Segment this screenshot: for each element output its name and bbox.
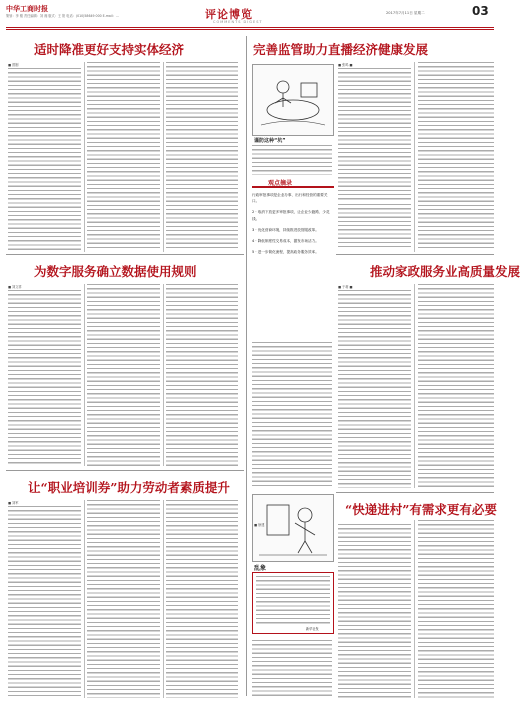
- sidebar-quotes: [252, 192, 332, 337]
- article-2-byline: ■ 张鸣 ■: [338, 63, 353, 67]
- article-4-byline: ■ 于莉 ■: [338, 285, 353, 289]
- article-2-column-2: [418, 62, 494, 250]
- article-5-headline: 让“职业培训券”助力劳动者素质提升: [28, 480, 230, 495]
- article-3-column-1: [8, 290, 81, 466]
- header-rule: [6, 27, 494, 28]
- newspaper-logo: 中华工商时报: [6, 5, 48, 13]
- article-5-column-3: [166, 500, 238, 698]
- page-number: 03: [472, 4, 489, 18]
- sidebar-quote-2: 2 · 取消下放更多审批事项，让企业少跑路、少花钱。: [252, 210, 330, 221]
- article-1-column-1: [8, 68, 81, 250]
- article-5-byline: ■ 刘军: [8, 501, 19, 505]
- cartoon-1-caption: 谨防这种“坑”: [254, 138, 286, 144]
- article-3-column-3: [166, 284, 238, 466]
- article-4-column-1: [338, 290, 411, 488]
- article-4-headline: 推动家政服务业高质量发展: [370, 264, 520, 279]
- cartoon-2-caption: 乱象: [254, 565, 267, 572]
- cartoon-1-drawing: [253, 65, 333, 135]
- article-6-column-1: [338, 524, 411, 698]
- sidebar-continued-text: [252, 342, 332, 488]
- cartoon-2: [252, 494, 334, 562]
- cartoon-2-note-box: [252, 572, 334, 634]
- article-1-headline: 适时降准更好支持实体经济: [34, 42, 185, 57]
- article-1-byline: ■ 曾刚: [8, 63, 19, 67]
- article-6-headline: “快递进村”有需求更有必要: [345, 502, 497, 517]
- sidebar-quote-1: 行政审批事项是企业办事、出行和经营的重要关口。: [252, 193, 328, 204]
- sidebar-quote-5: 5 · 进一步简化流程，提高政务服务效率。: [252, 250, 319, 255]
- article-5-column-2: [87, 500, 160, 698]
- sidebar-title: 观点摘录: [268, 180, 293, 187]
- cartoon-2-drawing: [253, 495, 333, 561]
- article-2-column-1: [338, 68, 411, 200]
- article-2-headline: 完善监管助力直播经济健康发展: [253, 42, 429, 57]
- article-3-column-2: [87, 284, 160, 466]
- article-1-column-2: [87, 62, 160, 250]
- article-3-headline: 为数字服务确立数据使用规则: [34, 264, 197, 279]
- sidebar-quote-4: 4 · 降低制度性交易成本，激发市场活力。: [252, 239, 319, 244]
- cartoon-1-text: [252, 145, 332, 175]
- article-3-byline: ■ 刘文祥: [8, 285, 22, 289]
- section-subtitle: COMMENTS DIGEST: [213, 20, 263, 24]
- article-6-column-2: [418, 520, 494, 698]
- article-6-column-0: [252, 640, 332, 698]
- article-4-column-2: [418, 284, 494, 488]
- article-2-column-1b: [338, 204, 411, 250]
- article-6-byline: ■ 徐建: [254, 523, 265, 527]
- masthead-editor-line: 策划：李 刚 责任编辑：刘 湘 版式：王 阳 电话：(010)58649 000 E-mail：...: [6, 14, 119, 18]
- cartoon-2-credit: 新华社发: [306, 627, 319, 631]
- section-title: 评论博览: [205, 8, 253, 21]
- header-rule-thin: [6, 29, 494, 30]
- issue-date: 2017年7月11日 星期二: [386, 11, 425, 15]
- cartoon-1: [252, 64, 334, 136]
- sidebar-quote-3: 3 · 优化营商环境，持续推进放管服改革。: [252, 227, 319, 232]
- article-1-column-3: [166, 62, 238, 250]
- article-5-column-1: [8, 506, 81, 698]
